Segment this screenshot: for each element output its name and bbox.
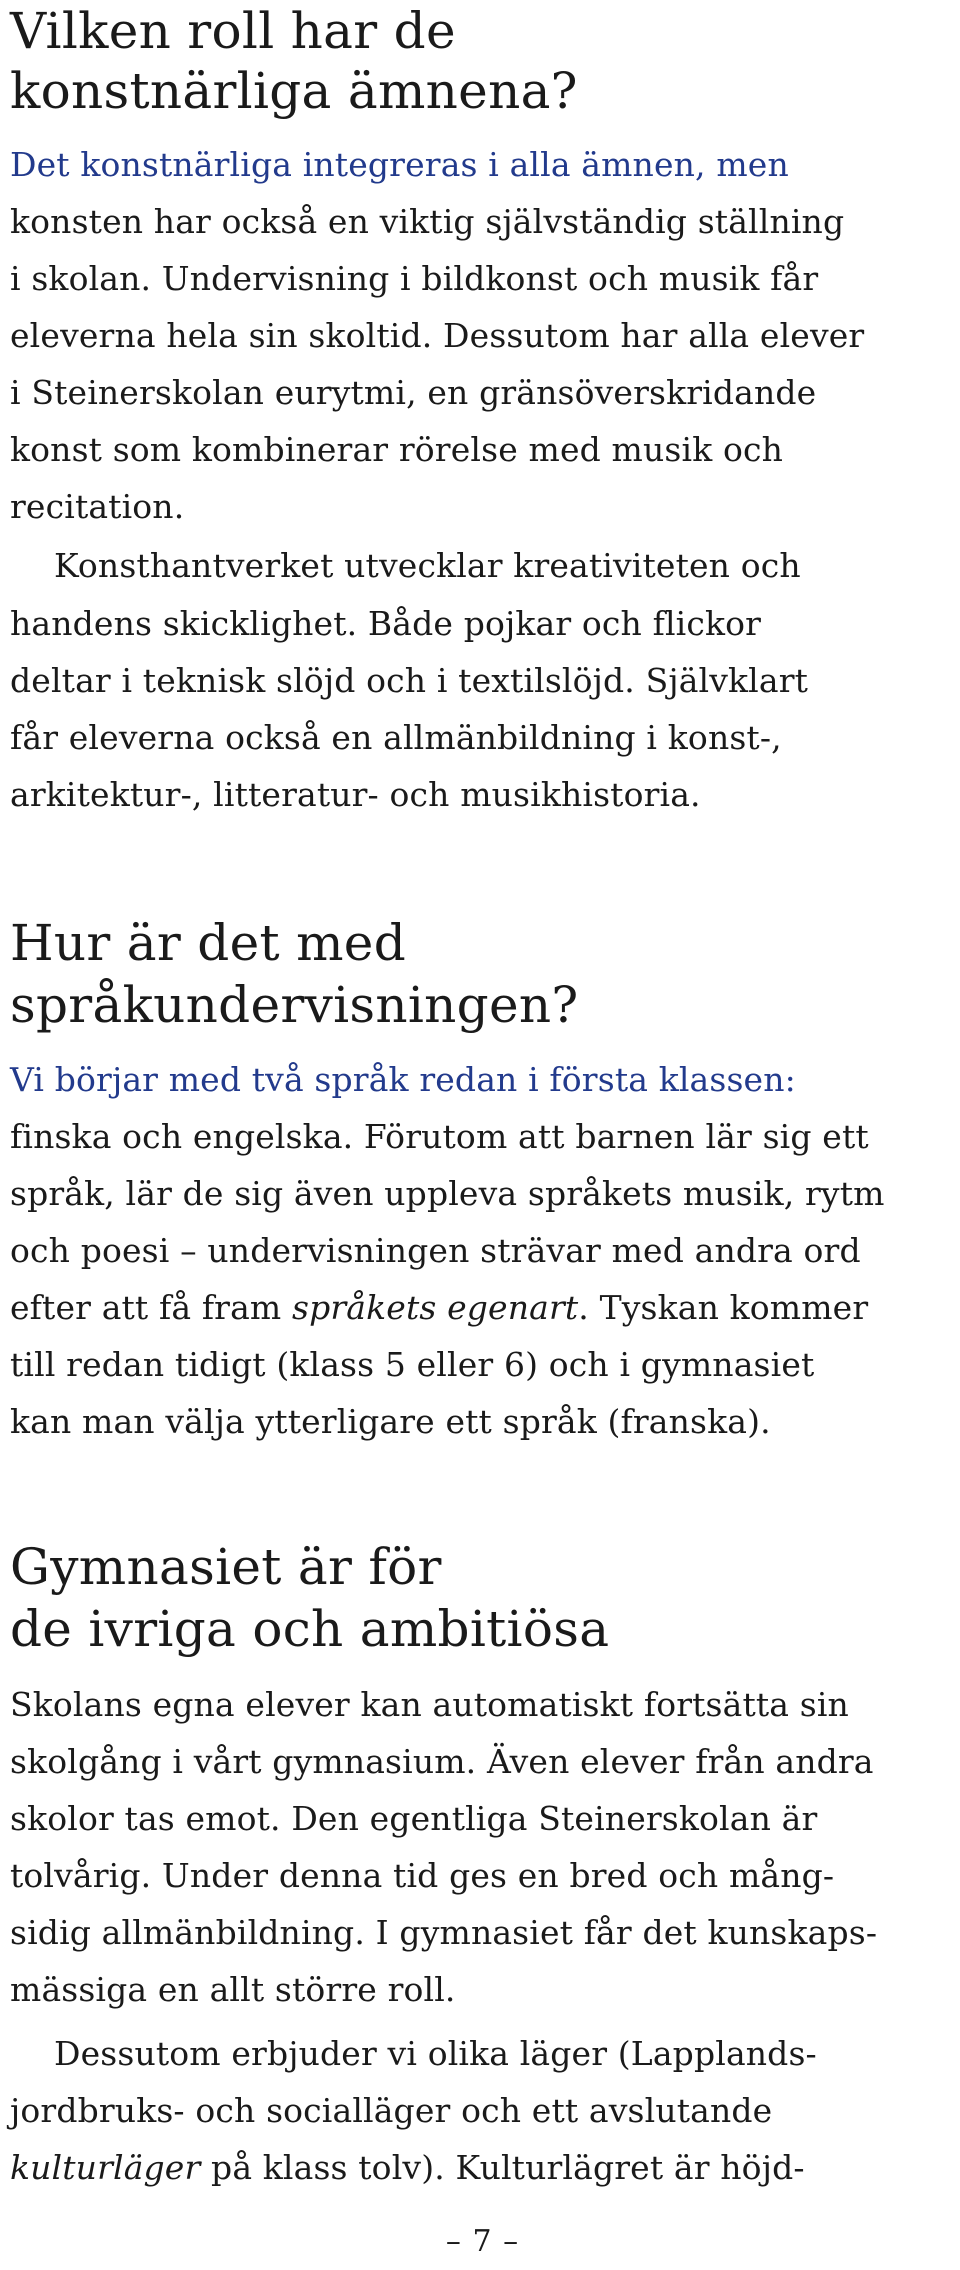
heading-line: konstnärliga ämnena? (10, 62, 578, 120)
text-run: . Tyskan kommer (578, 1288, 869, 1327)
emphasized-text: språkets egenart (292, 1288, 579, 1327)
paragraph-line: finska och engelska. Förutom att barnen lär sig ett (10, 1117, 869, 1156)
paragraph-line: i Steinerskolan eurytmi, en gränsöverskridande (10, 373, 817, 412)
section-heading (10, 1598, 609, 1660)
paragraph-line: Dessutom erbjuder vi olika läger (Lapplands- (54, 2034, 817, 2073)
page-number: – 7 – (445, 2224, 520, 2259)
paragraph-line: i skolan. Undervisning i bildkonst och musik får (10, 259, 819, 298)
text-run: på klass tolv). Kulturlägret är höjd- (200, 2148, 805, 2187)
heading-line: Vilken roll har de (10, 2, 456, 60)
section-heading (10, 0, 456, 62)
section-heading (10, 60, 578, 122)
paragraph-line: konsten har också en viktig självständig ställning (10, 202, 845, 241)
paragraph-line: Skolans egna elever kan automatiskt fortsätta sin (10, 1685, 849, 1724)
paragraph-line: deltar i teknisk slöjd och i textilslöjd. Självklart (10, 661, 809, 700)
paragraph-line: kan man välja ytterligare ett språk (franska). (10, 1402, 771, 1441)
paragraph-line: Vi börjar med två språk redan i första klassen: (10, 1060, 796, 1099)
paragraph-line: sidig allmänbildning. I gymnasiet får det kunskaps- (10, 1913, 878, 1952)
paragraph-line: eleverna hela sin skoltid. Dessutom har alla elever (10, 316, 865, 355)
paragraph-line: arkitektur-, litteratur- och musikhistoria. (10, 775, 701, 814)
paragraph-line: konst som kombinerar rörelse med musik och (10, 430, 784, 469)
section-heading (10, 1536, 442, 1598)
paragraph-line: språk, lär de sig även uppleva språkets musik, rytm (10, 1174, 885, 1213)
emphasized-text: kulturläger (10, 2148, 201, 2187)
text-run: efter att få fram (10, 1288, 293, 1327)
section-heading (10, 912, 406, 974)
paragraph-line: recitation. (10, 487, 185, 526)
paragraph-line: skolor tas emot. Den egentliga Steinerskolan är (10, 1799, 818, 1838)
paragraph-line (10, 2148, 805, 2188)
paragraph-line: och poesi – undervisningen strävar med andra ord (10, 1231, 861, 1270)
paragraph-line: skolgång i vårt gymnasium. Även elever från andra (10, 1742, 874, 1781)
paragraph-line: får eleverna också en allmänbildning i konst-, (10, 718, 782, 757)
paragraph-line: Det konstnärliga integreras i alla ämnen, men (10, 145, 789, 184)
section-heading (10, 974, 578, 1036)
paragraph-line: handens skicklighet. Både pojkar och flickor (10, 604, 762, 643)
paragraph-line: till redan tidigt (klass 5 eller 6) och i gymnasiet (10, 1345, 815, 1384)
paragraph-line: Konsthantverket utvecklar kreativiteten och (54, 546, 801, 585)
paragraph-line (10, 1288, 868, 1328)
paragraph-line: jordbruks- och socialläger och ett avslutande (10, 2091, 773, 2130)
paragraph-line: mässiga en allt större roll. (10, 1970, 456, 2009)
paragraph-line: tolvårig. Under denna tid ges en bred och mång- (10, 1856, 835, 1895)
heading-line: språkundervisningen? (10, 976, 579, 1034)
heading-line: Hur är det med (10, 914, 406, 972)
heading-line: de ivriga och ambitiösa (10, 1600, 610, 1658)
heading-line: Gymnasiet är för (10, 1538, 442, 1596)
